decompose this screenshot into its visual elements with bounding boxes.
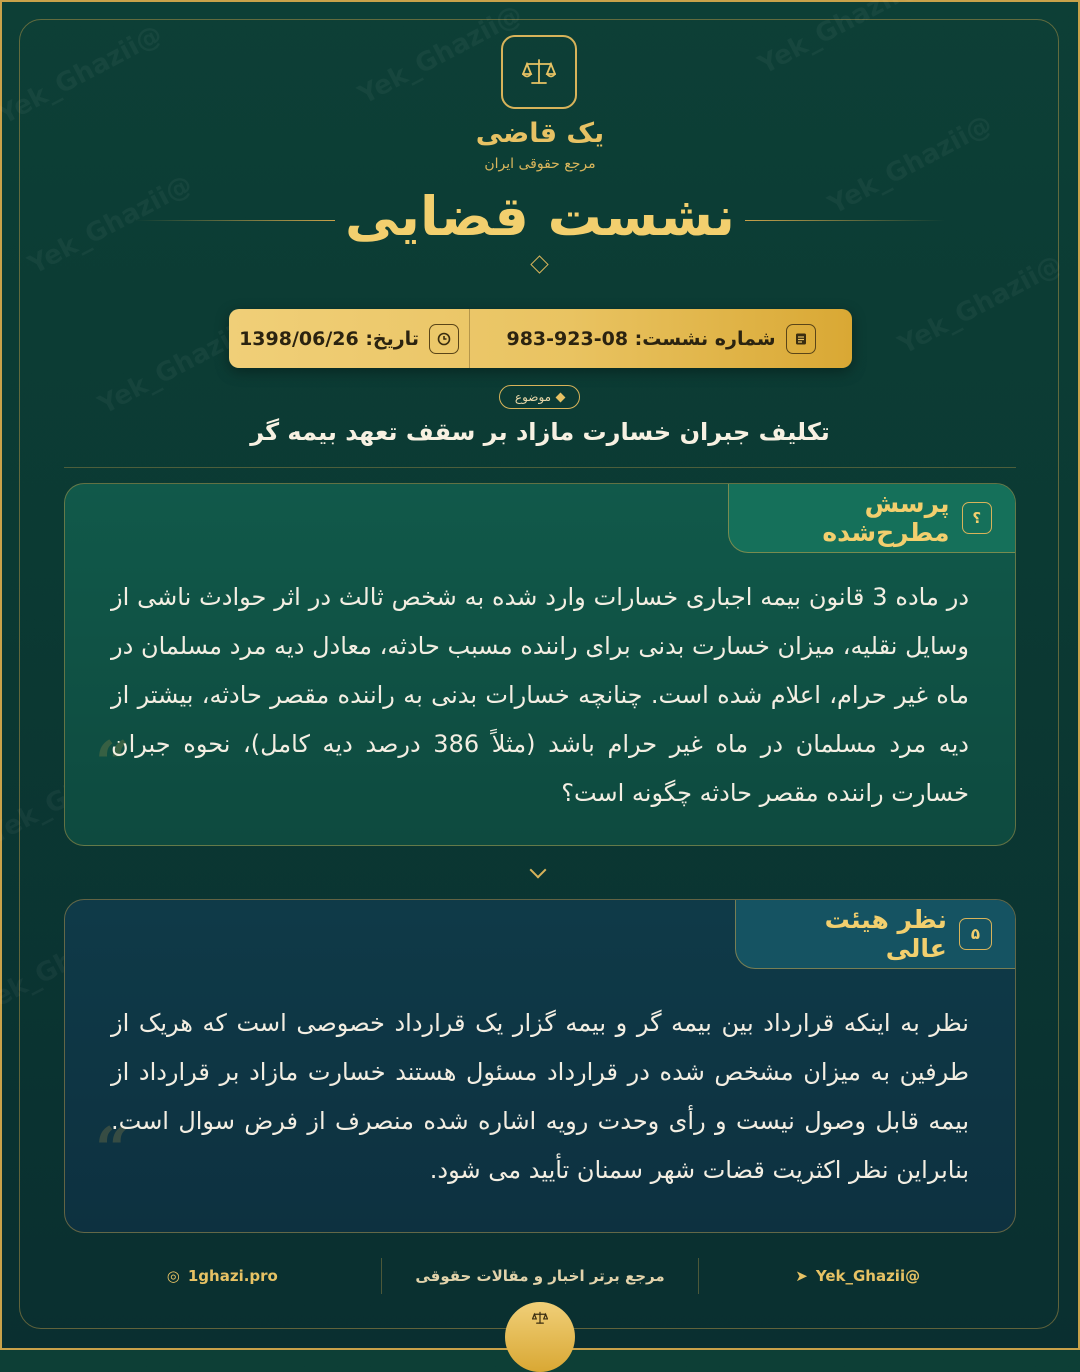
question-mark-icon: ؟: [962, 502, 992, 534]
footer-tagline: مرجع برتر اخبار و مقالات حقوقی: [381, 1258, 700, 1294]
clock-icon: [429, 324, 459, 354]
answer-card: [64, 899, 1016, 1233]
topic-badge-label: موضوع: [514, 390, 552, 404]
verdict-icon: ۵: [959, 918, 992, 950]
scales-logo-icon: [501, 35, 577, 109]
session-meta-bar: [229, 309, 852, 368]
answer-heading: نظر هیئت عالی: [824, 904, 947, 963]
topic-title: تکلیف جبران خسارت مازاد بر سقف تعهد بیمه گر: [250, 418, 830, 446]
brand-name: یک قاضی: [475, 118, 605, 149]
topic-badge: [499, 385, 580, 409]
section-divider: [64, 467, 1016, 468]
session-number-cell: [470, 309, 852, 368]
send-icon: ➤: [795, 1267, 808, 1285]
document-icon: [786, 324, 816, 354]
answer-card-header: [735, 899, 1016, 969]
quote-mark-icon: “: [95, 1115, 130, 1185]
target-icon: ◎: [166, 1267, 180, 1285]
footer-telegram[interactable]: [699, 1267, 1016, 1285]
footer-website[interactable]: [64, 1267, 381, 1285]
page-title: نشست قضایی: [345, 185, 735, 248]
answer-body: نظر به اینکه قرارداد بین بیمه گر و بیمه گزار یک قرارداد خصوصی است که هریک از طرفین به میزان مشخص شده در قرارداد مسئول هستند خسارت مازاد بر قرارداد از بیمه قابل وصول نیست و رأی وحدت رویه اشاره شده منصرف از فرض سوال است. بنابراین نظر اکثریت قضات شهر سمنان تأیید می شود.: [111, 1009, 969, 1184]
question-card: [64, 483, 1016, 846]
question-card-header: [728, 483, 1016, 553]
question-body: در ماده 3 قانون بیمه اجباری خسارات وارد شده به شخص ثالث در اثر حوادث ناشی از وسایل نقلیه، میزان خسارت بدنی برای راننده مسبب حادثه، معادل دیه مرد مسلمان در ماه غیر حرام، اعلام شده است. چنانچه خسارات بدنی به راننده مقصر حادثه، بیشتر از دیه مرد مسلمان در ماه غیر حرام باشد (مثلاً 386 درصد دیه کامل)، نحوه جبران خسارت راننده مقصر حادثه چگونه است؟: [111, 583, 970, 807]
telegram-handle[interactable]: Yek_Ghazii@: [815, 1267, 921, 1285]
session-number: شماره نشست: 08-923-983: [506, 327, 776, 350]
footer: [64, 1258, 1016, 1294]
question-heading: پرسش مطرح‌شده: [822, 488, 950, 547]
website-link[interactable]: 1ghazi.pro: [187, 1267, 278, 1285]
session-date: تاریخ: 1398/06/26: [239, 327, 419, 350]
quote-mark-icon: “: [95, 729, 130, 799]
date-cell: [229, 309, 470, 368]
diamond-bullet-icon: [556, 392, 566, 402]
brand-subtitle: مرجع حقوقی ایران: [484, 156, 596, 172]
scales-badge-icon: [505, 1302, 575, 1372]
